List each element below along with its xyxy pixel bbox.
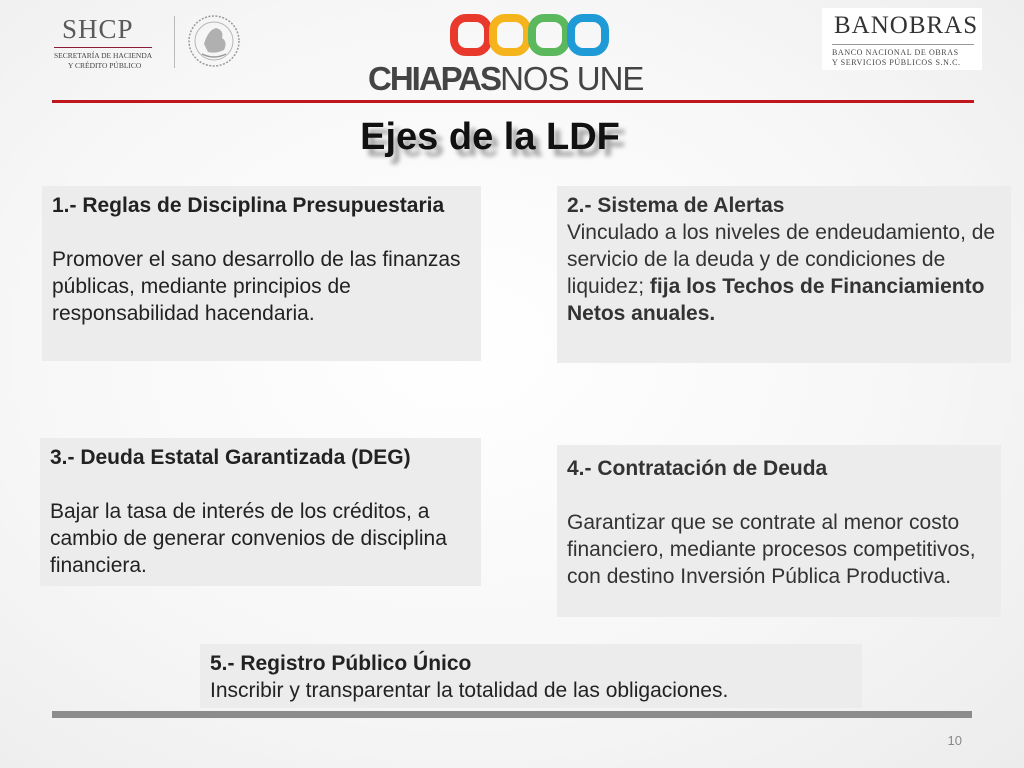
- banobras-logo-name: BANOBRAS: [834, 12, 979, 39]
- ldf-axis-box-5: [200, 644, 862, 708]
- logo-ring: [454, 18, 488, 52]
- chiapas-nos-une-logo: [368, 14, 644, 97]
- shcp-logo: [52, 14, 252, 70]
- ldf-axis-heading: 1.- Reglas de Disciplina Presupuestaria: [52, 194, 445, 217]
- shcp-logo-line2: Y CRÉDITO PÚBLICO: [68, 61, 142, 70]
- chiapas-wordmark-bold: CHIAPAS: [368, 60, 501, 97]
- ldf-axis-box-1: [42, 186, 481, 361]
- ldf-axis-body: [567, 219, 1001, 327]
- logo-ring: [493, 18, 527, 52]
- logo-ring: [571, 18, 605, 52]
- ldf-axis-body-plain: Vinculado a los niveles de endeudamiento, de servicio de la deuda y de condiciones de liquidez;: [567, 221, 996, 298]
- banobras-logo: [822, 8, 982, 70]
- ldf-axis-box-3: [40, 438, 481, 586]
- shcp-logo-name: SHCP: [62, 14, 134, 44]
- footer-divider: [52, 711, 972, 718]
- ldf-axis-body: Garantizar que se contrate al menor costo financiero, mediante procesos competitivos, con destino Inversión Pública Productiva.: [567, 511, 976, 588]
- ldf-axis-box-4: [557, 445, 1001, 617]
- ldf-axis-body: Bajar la tasa de interés de los créditos, a cambio de generar convenios de disciplina financiera.: [50, 500, 447, 577]
- chiapas-wordmark: [368, 60, 643, 98]
- ldf-axis-body-bold: fija los Techos de Financiamiento Netos anuales.: [567, 275, 985, 325]
- shcp-logo-rule: [54, 47, 152, 48]
- ldf-axis-heading: 5.- Registro Público Único: [210, 652, 472, 675]
- shcp-logo-divider: [174, 16, 175, 68]
- logo-ring: [532, 18, 566, 52]
- slide-title: Ejes de la LDF: [360, 116, 620, 158]
- banobras-logo-line1: BANCO NACIONAL DE OBRAS: [832, 48, 959, 57]
- shcp-logo-line1: SECRETARÍA DE HACIENDA: [54, 51, 153, 60]
- ldf-axis-heading: 3.- Deuda Estatal Garantizada (DEG): [50, 446, 411, 469]
- page-number: 10: [947, 733, 962, 748]
- ldf-axis-body: Inscribir y transparentar la totalidad de las obligaciones.: [210, 679, 729, 702]
- banobras-logo-rule: [832, 44, 974, 45]
- ldf-axis-body: Promover el sano desarrollo de las finanzas públicas, mediante principios de responsabilidad hacendaria.: [52, 248, 461, 325]
- ldf-axis-heading: 2.- Sistema de Alertas: [567, 194, 785, 217]
- ldf-axis-box-2: [557, 186, 1011, 363]
- colored-rings-icon: [450, 14, 610, 58]
- banobras-logo-line2: Y SERVICIOS PÚBLICOS S.N.C.: [832, 58, 961, 67]
- ldf-axis-heading: 4.- Contratación de Deuda: [567, 457, 828, 480]
- header-divider: [52, 100, 974, 103]
- chiapas-wordmark-light: NOS UNE: [500, 60, 644, 97]
- mexican-coat-of-arms-icon: [182, 14, 246, 68]
